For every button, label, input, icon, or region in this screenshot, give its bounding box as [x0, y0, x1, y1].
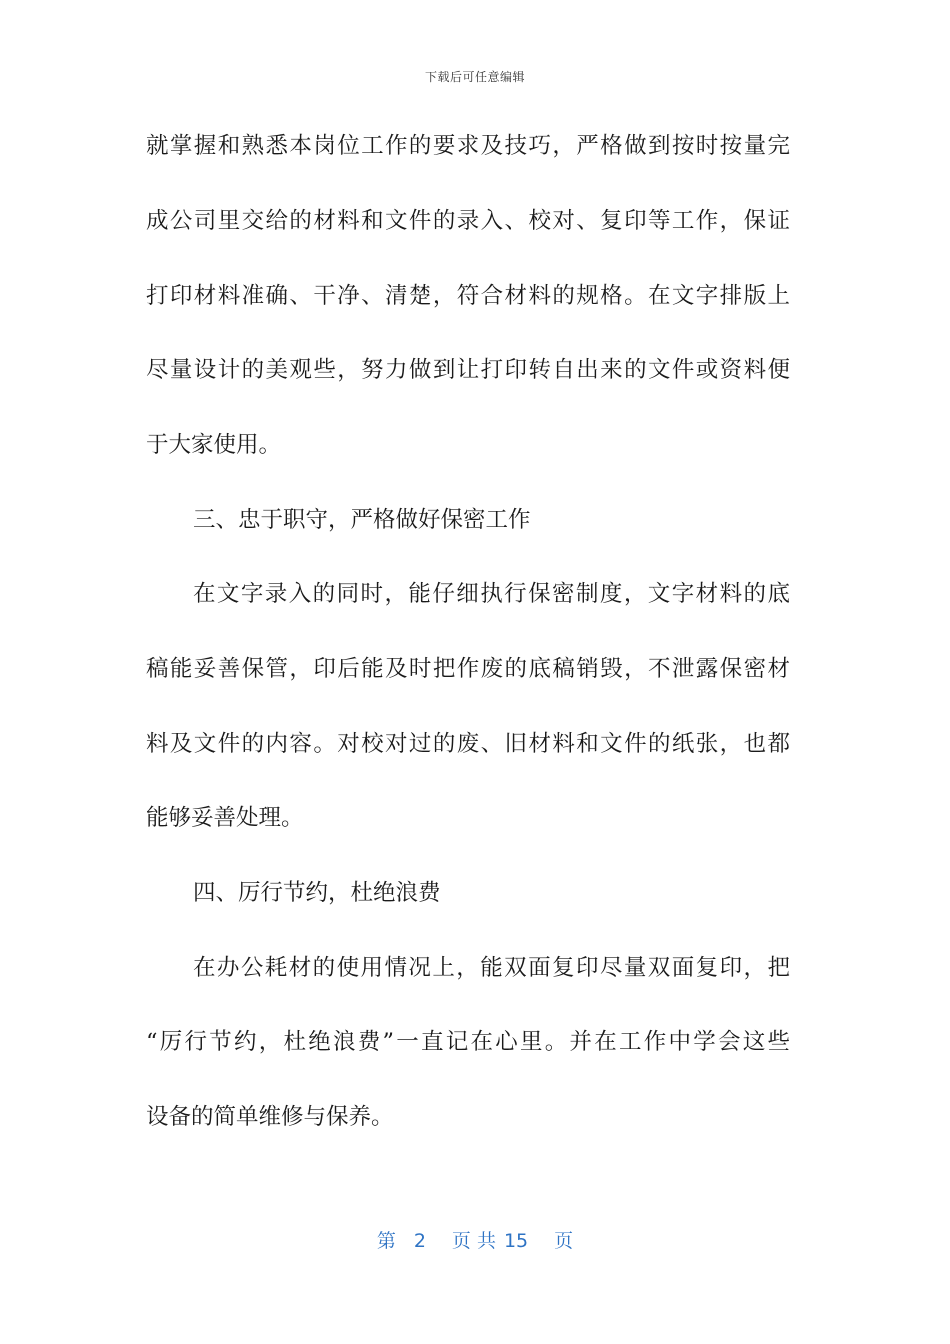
paragraph-line: 成公司里交给的材料和文件的录入、校对、复印等工作，保证: [146, 208, 790, 234]
page-footer: [0, 1226, 950, 1253]
paragraph-line: 稿能妥善保管，印后能及时把作废的底稿销毁，不泄露保密材: [146, 656, 790, 682]
page-prefix: 第: [376, 1230, 396, 1252]
section-heading: 四、厉行节约，杜绝浪费: [193, 880, 441, 906]
section-heading: 三、忠于职守，严格做好保密工作: [193, 507, 531, 533]
paragraph-line: 在文字录入的同时，能仔细执行保密制度，文字材料的底: [193, 581, 790, 607]
paragraph-line: 设备的简单维修与保养。: [146, 1104, 394, 1130]
paragraph-line: 打印材料准确、干净、清楚，符合材料的规格。在文字排版上: [146, 283, 790, 309]
paragraph-line: 于大家使用。: [146, 432, 282, 458]
paragraph-line: 尽量设计的美观些，努力做到让打印转自出来的文件或资料便: [146, 357, 790, 383]
paragraph-line: 能够妥善处理。: [146, 805, 304, 831]
header-note: 下载后可任意编辑: [424, 70, 525, 84]
page-suffix: 页: [554, 1230, 574, 1252]
paragraph-line: “厉行节约，杜绝浪费”一直记在心里。并在工作中学会这些: [146, 1029, 790, 1055]
paragraph-line: 在办公耗材的使用情况上，能双面复印尽量双面复印，把: [193, 955, 790, 981]
page-mid: 页 共: [451, 1230, 496, 1252]
page-number: 2: [413, 1230, 426, 1252]
paragraph-line: 料及文件的内容。对校对过的废、旧材料和文件的纸张，也都: [146, 731, 790, 757]
paragraph-line: 就掌握和熟悉本岗位工作的要求及技巧，严格做到按时按量完: [146, 133, 790, 159]
page-total: 15: [503, 1230, 529, 1252]
